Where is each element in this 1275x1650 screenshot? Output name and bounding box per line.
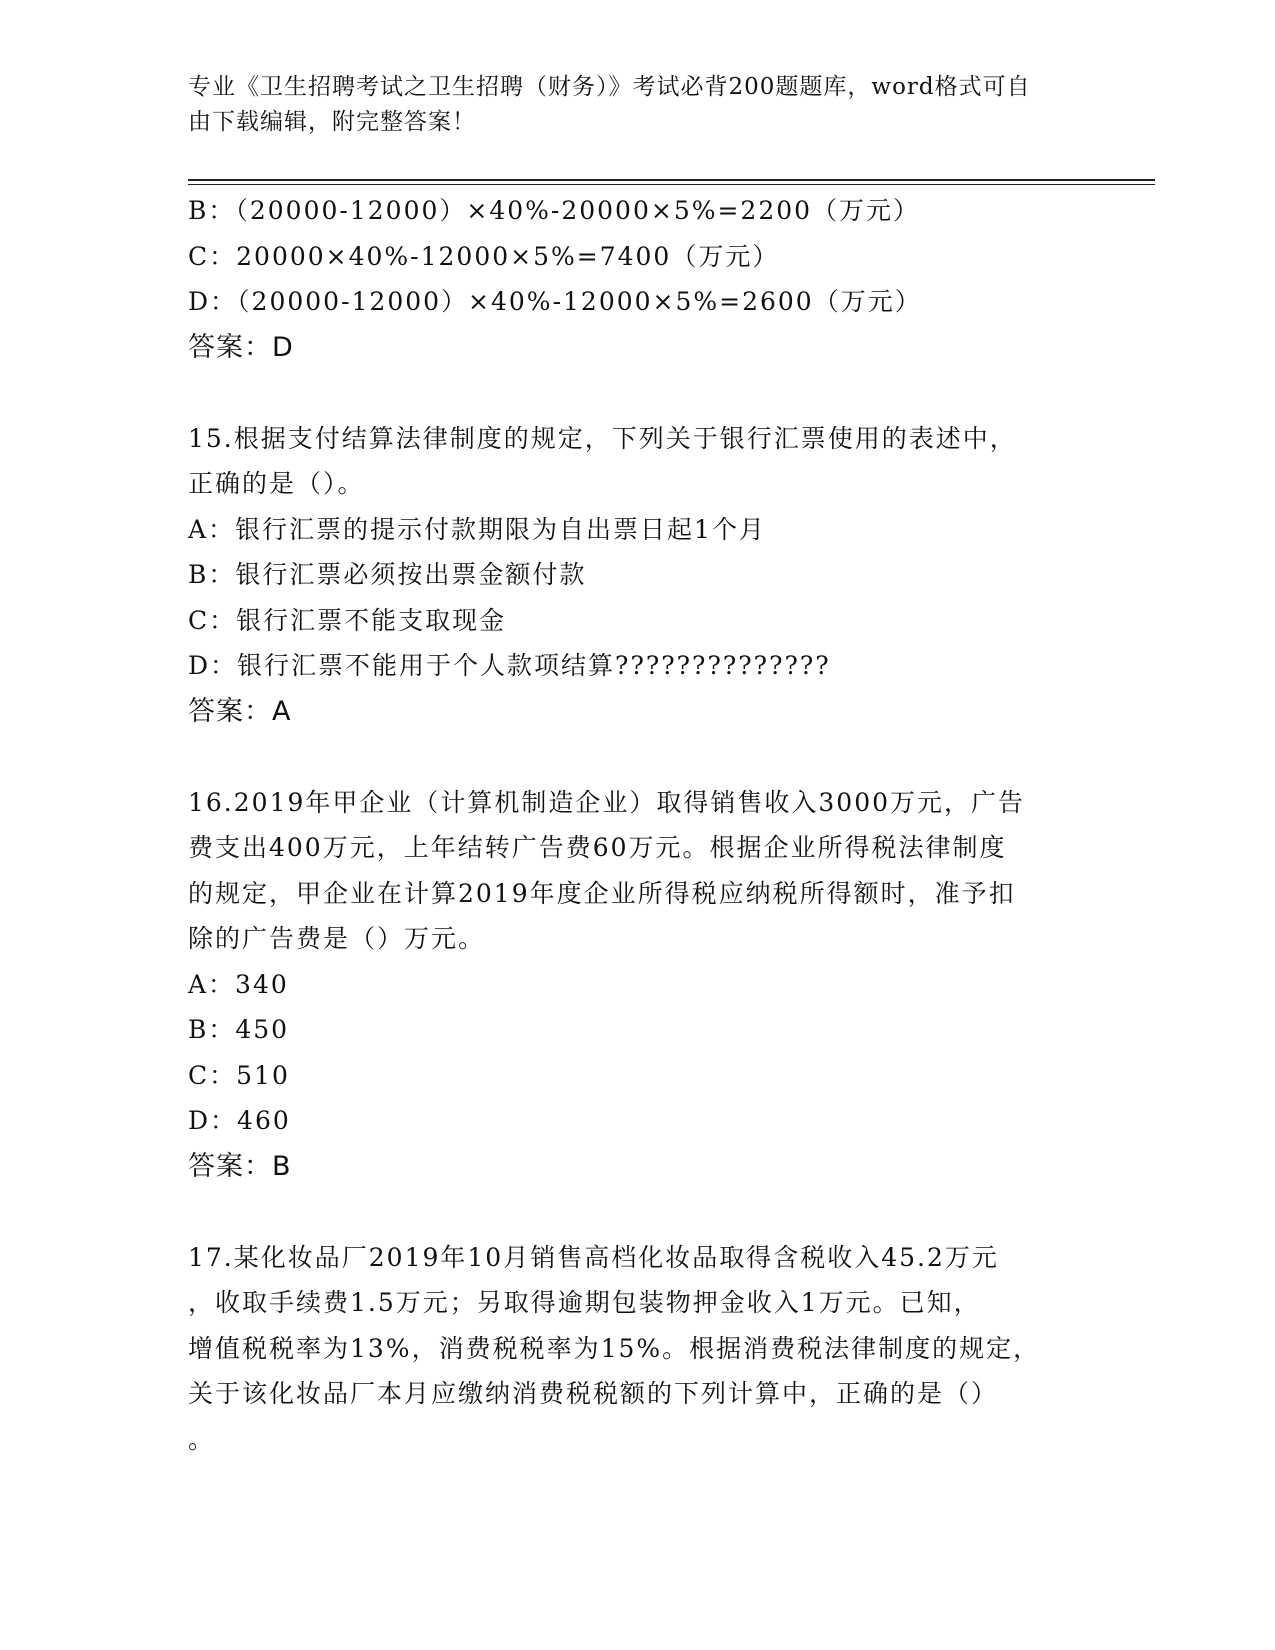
q15-option-b: B：银行汇票必须按出票金额付款 [188,560,587,589]
q17-stem-line-2: ，收取手续费1.5万元；另取得逾期包装物押金收入1万元。已知， [188,1288,981,1317]
q16-option-a: A：340 [188,969,289,999]
q16-stem-line-4: 除的广告费是（）万元。 [188,924,486,953]
header-rule-thin [188,184,1155,185]
spacer [188,370,1068,416]
q14-option-d: D：（20000-12000）×40%-12000×5%=2600（万元） [188,287,922,316]
spacer [188,734,1068,780]
q16-stem-line-2: 费支出400万元，上年结转广告费60万元。根据企业所得税法律制度 [188,833,1007,862]
q17-stem-line-4: 关于该化妆品厂本月应缴纳消费税税额的下列计算中，正确的是（） [188,1379,999,1408]
q15-stem-line-1: 15.根据支付结算法律制度的规定，下列关于银行汇票使用的表述中， [188,423,1017,453]
q14-answer: 答案：D [188,331,294,363]
q17-stem-line-1: 17.某化妆品厂2019年10月销售高档化妆品取得含税收入45.2万元 [188,1242,999,1272]
q17-stem-line-3: 增值税税率为13%，消费税税率为15%。根据消费税法律制度的规定， [188,1333,1041,1363]
q17-stem-line-5: 。 [188,1424,216,1454]
header-line-1: 专业《卫生招聘考试之卫生招聘（财务）》考试必背200题题库，word格式可自 [188,74,1031,100]
question-17 [188,1235,1068,1463]
q15-option-a: A：银行汇票的提示付款期限为自出票日起1个月 [188,514,766,544]
q16-answer: 答案：B [188,1150,292,1182]
q15-stem-line-2: 正确的是（）。 [188,469,365,498]
document-body [188,188,1068,1462]
header-line-2: 由下载编辑，附完整答案！ [188,109,476,135]
question-15 [188,416,1068,735]
q15-option-d: D：银行汇票不能用于个人款项结算?????????????? [188,651,831,680]
q14-option-b: B：（20000-12000）×40%-20000×5%=2200（万元） [188,196,921,225]
question-16 [188,780,1068,1190]
q16-option-b: B：450 [188,1015,290,1044]
question-14 [188,188,1068,370]
document-header [188,70,1088,140]
spacer [188,1189,1068,1235]
q16-option-c: C：510 [188,1060,290,1090]
q15-option-c: C：银行汇票不能支取现金 [188,605,507,635]
q15-answer: 答案：A [188,695,292,727]
q16-stem-line-1: 16.2019年甲企业（计算机制造企业）取得销售收入3000万元，广告 [188,787,1026,817]
q16-stem-line-3: 的规定，甲企业在计算2019年度企业所得税应纳税所得额时，准予扣 [188,878,1016,908]
q14-option-c: C：20000×40%-12000×5%=7400（万元） [188,241,780,271]
header-rule-thick [188,179,1155,181]
q16-option-d: D：460 [188,1106,291,1135]
